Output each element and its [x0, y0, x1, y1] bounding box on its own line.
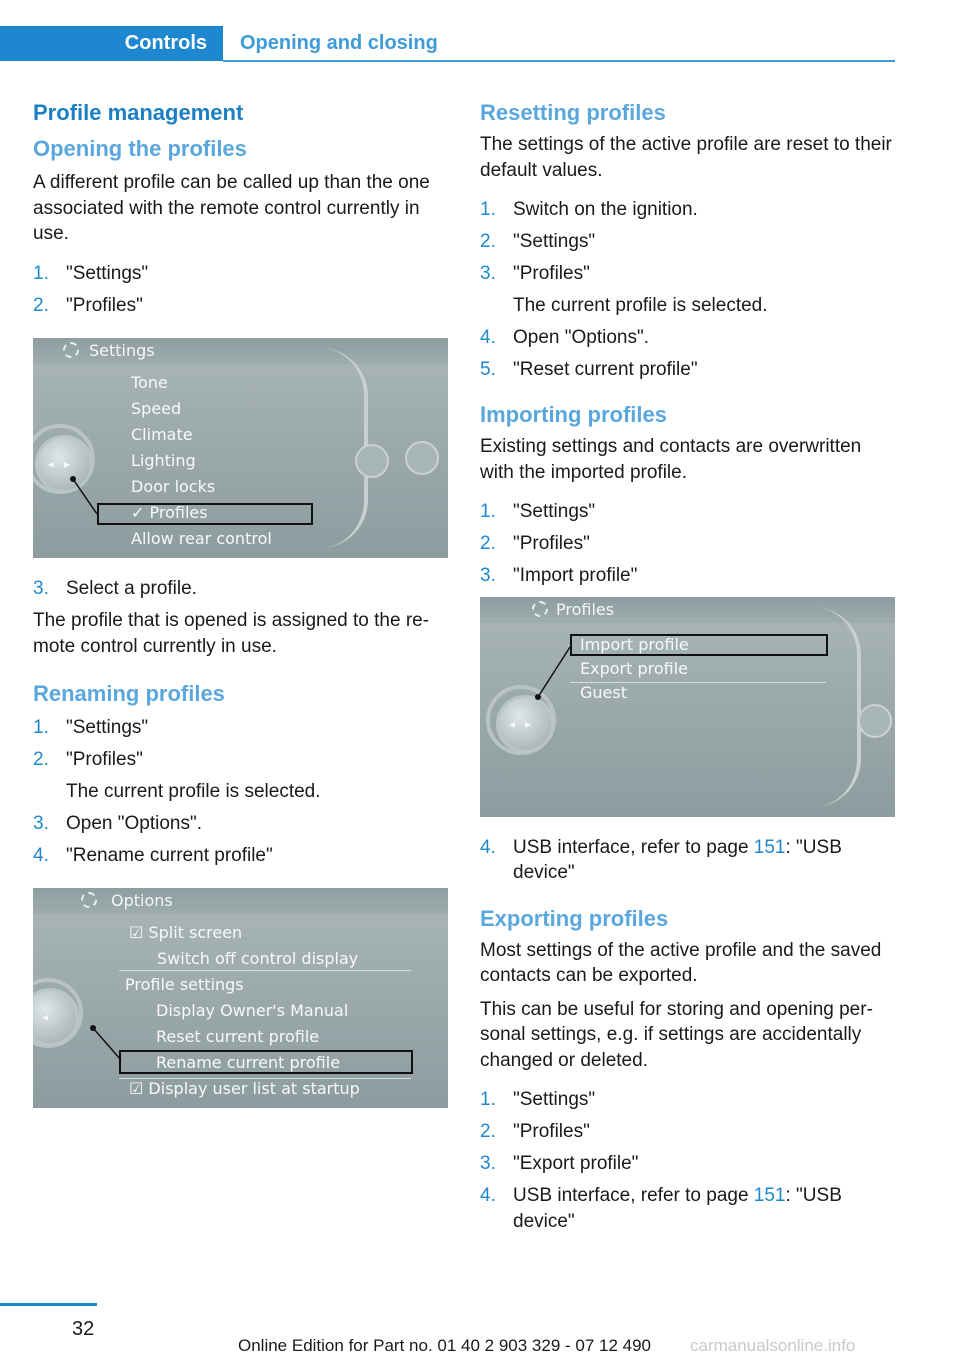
menu-item: Reset current profile: [156, 1027, 320, 1046]
screen-title: Settings: [33, 338, 448, 364]
heading-renaming-profiles: Renaming profiles: [33, 681, 225, 706]
step-number: 3.: [33, 578, 49, 599]
step-number: 1.: [33, 262, 49, 284]
page-number: 32: [72, 1318, 95, 1340]
settings-screen-image: [33, 338, 448, 558]
renaming-steps: [33, 715, 448, 868]
step-text: "Profiles": [513, 1121, 590, 1142]
exporting-intro: Most settings of the active profile and the saved contacts can be exported.: [480, 939, 882, 986]
menu-item: Climate: [131, 425, 193, 444]
step-number: 4.: [480, 836, 496, 858]
step-text: "Settings": [513, 501, 596, 522]
list-item: [480, 563, 895, 589]
resetting-steps: [480, 197, 895, 382]
watermark: carmanualsonline.info: [690, 1336, 856, 1355]
opening-result: The profile that is opened is assigned to the re‐mote control currently in use.: [33, 610, 430, 657]
menu-item: Speed: [131, 399, 182, 418]
step-number: 1.: [480, 199, 496, 220]
importing-steps: [480, 499, 895, 589]
step-number: 1.: [480, 501, 496, 522]
step-text: "Export profile": [513, 1153, 639, 1174]
step-number: 4.: [480, 326, 496, 348]
heading-resetting-profiles: Resetting profiles: [480, 100, 666, 125]
page-link[interactable]: 151: [753, 1185, 786, 1206]
heading-importing-profiles: Importing profiles: [480, 402, 667, 427]
step-number: 4.: [33, 844, 49, 866]
step-number: 2.: [480, 533, 496, 554]
list-item: [33, 747, 448, 804]
step-text: USB interface, refer to page: [513, 1185, 754, 1206]
page-link[interactable]: 151: [753, 836, 786, 858]
menu-item: Door locks: [131, 477, 216, 496]
opening-steps: [33, 261, 448, 319]
menu-item: Tone: [131, 373, 168, 392]
step-number: 3.: [480, 565, 496, 586]
list-item: [480, 357, 895, 383]
menu-item: Export profile: [580, 658, 688, 678]
section-title: Profile management: [33, 100, 244, 125]
exporting-steps: [480, 1087, 895, 1234]
list-item: [480, 499, 895, 525]
edition-note: Online Edition for Part no. 01 40 2 903 329 - 07 12 490: [238, 1336, 652, 1355]
callout-pointer: [480, 597, 895, 817]
step-text: "Profiles": [513, 533, 590, 554]
menu-item: ☑ Split screen: [129, 923, 243, 942]
opening-intro: A different profile can be called up than the one associated with the remote control currently in use.: [33, 172, 430, 244]
menu-item-selected: Import profile: [580, 634, 689, 654]
step-text: Open "Options".: [66, 812, 203, 834]
controller-knob-icon: ◂▸: [496, 695, 554, 753]
list-item: [480, 1119, 895, 1145]
step-number: 3.: [480, 263, 496, 284]
step-number: 3.: [33, 812, 49, 834]
step-text: Open "Options".: [513, 326, 650, 348]
step-note: The current profile is selected.: [66, 780, 321, 802]
menu-item: Display Owner's Manual: [156, 1001, 349, 1020]
list-item: [480, 1087, 895, 1113]
screen-title: Profiles: [480, 597, 895, 623]
menu-item: Guest: [580, 682, 627, 702]
opening-steps-continued: [33, 576, 448, 602]
step-text: : "USB device": [513, 836, 842, 883]
menu-item: Switch off control display: [157, 949, 359, 968]
list-item: [480, 1183, 895, 1234]
step-text: "Settings": [513, 1089, 596, 1110]
right-column: [480, 100, 895, 1254]
controller-knob-icon: ◂: [33, 988, 79, 1046]
list-item: [480, 325, 895, 351]
heading-exporting-profiles: Exporting profiles: [480, 905, 669, 931]
step-text: USB interface, refer to page: [513, 836, 754, 858]
step-number: 3.: [480, 1153, 496, 1174]
step-text: "Reset current profile": [513, 358, 698, 380]
callout-pointer: [33, 888, 448, 1108]
menu-item-group: Profile settings: [125, 975, 244, 994]
menu-item: ☑ Display user list at startup: [129, 1079, 360, 1098]
options-screen-image: [33, 888, 448, 1108]
step-number: 2.: [33, 749, 49, 770]
list-item: [480, 261, 895, 318]
step-text: "Rename current profile": [66, 844, 273, 866]
step-text: : "USB device": [513, 1185, 842, 1232]
section-tab[interactable]: Opening and closing: [240, 32, 438, 54]
list-item: [480, 835, 895, 886]
step-number: 2.: [480, 231, 496, 252]
chapter-tab[interactable]: Controls: [0, 26, 223, 61]
list-item: [33, 715, 448, 741]
step-text: "Profiles": [513, 263, 590, 284]
list-item: [480, 197, 895, 223]
step-number: 4.: [480, 1185, 496, 1206]
step-number: 5.: [480, 358, 496, 380]
header-rule: [223, 60, 895, 62]
step-text: "Profiles": [66, 294, 143, 316]
exporting-intro-2: This can be useful for storing and opening per‐sonal settings, e.g. if settings are accidentally changed or deleted.: [480, 998, 873, 1071]
list-item: [33, 811, 448, 837]
step-number: 1.: [480, 1089, 496, 1110]
screen-title: Options: [33, 888, 448, 914]
menu-item-selected: Rename current profile: [156, 1053, 341, 1072]
step-note: The current profile is selected.: [513, 294, 768, 316]
step-number: 2.: [480, 1121, 496, 1142]
step-text: "Settings": [66, 262, 149, 284]
step-text: Select a profile.: [66, 578, 197, 599]
list-item: [480, 1151, 895, 1177]
list-item: [33, 261, 448, 287]
list-item: [480, 531, 895, 557]
menu-item: Lighting: [131, 451, 196, 470]
step-text: "Profiles": [66, 749, 143, 770]
list-item: [33, 576, 448, 602]
list-item: [33, 843, 448, 869]
callout-pointer: [33, 338, 448, 558]
importing-steps-continued: [480, 835, 895, 886]
controller-knob-icon: ◂▸: [35, 435, 93, 493]
footer-rule: [0, 1303, 97, 1306]
profiles-screen-image: [480, 597, 895, 817]
left-column: [33, 100, 448, 1126]
heading-opening-profiles: Opening the profiles: [33, 136, 247, 161]
step-text: Switch on the ignition.: [513, 199, 698, 220]
step-text: "Settings": [513, 231, 596, 252]
menu-item: Allow rear control: [131, 529, 272, 548]
step-text: "Settings": [66, 717, 149, 738]
resetting-intro: The settings of the active profile are reset to their default values.: [480, 134, 892, 181]
list-item: [33, 293, 448, 319]
menu-item-selected: ✓ Profiles: [131, 503, 208, 522]
step-text: "Import profile": [513, 565, 638, 586]
step-number: 1.: [33, 717, 49, 738]
step-number: 2.: [33, 294, 49, 316]
list-item: [480, 229, 895, 255]
importing-intro: Existing settings and contacts are overwritten with the imported profile.: [480, 436, 862, 483]
